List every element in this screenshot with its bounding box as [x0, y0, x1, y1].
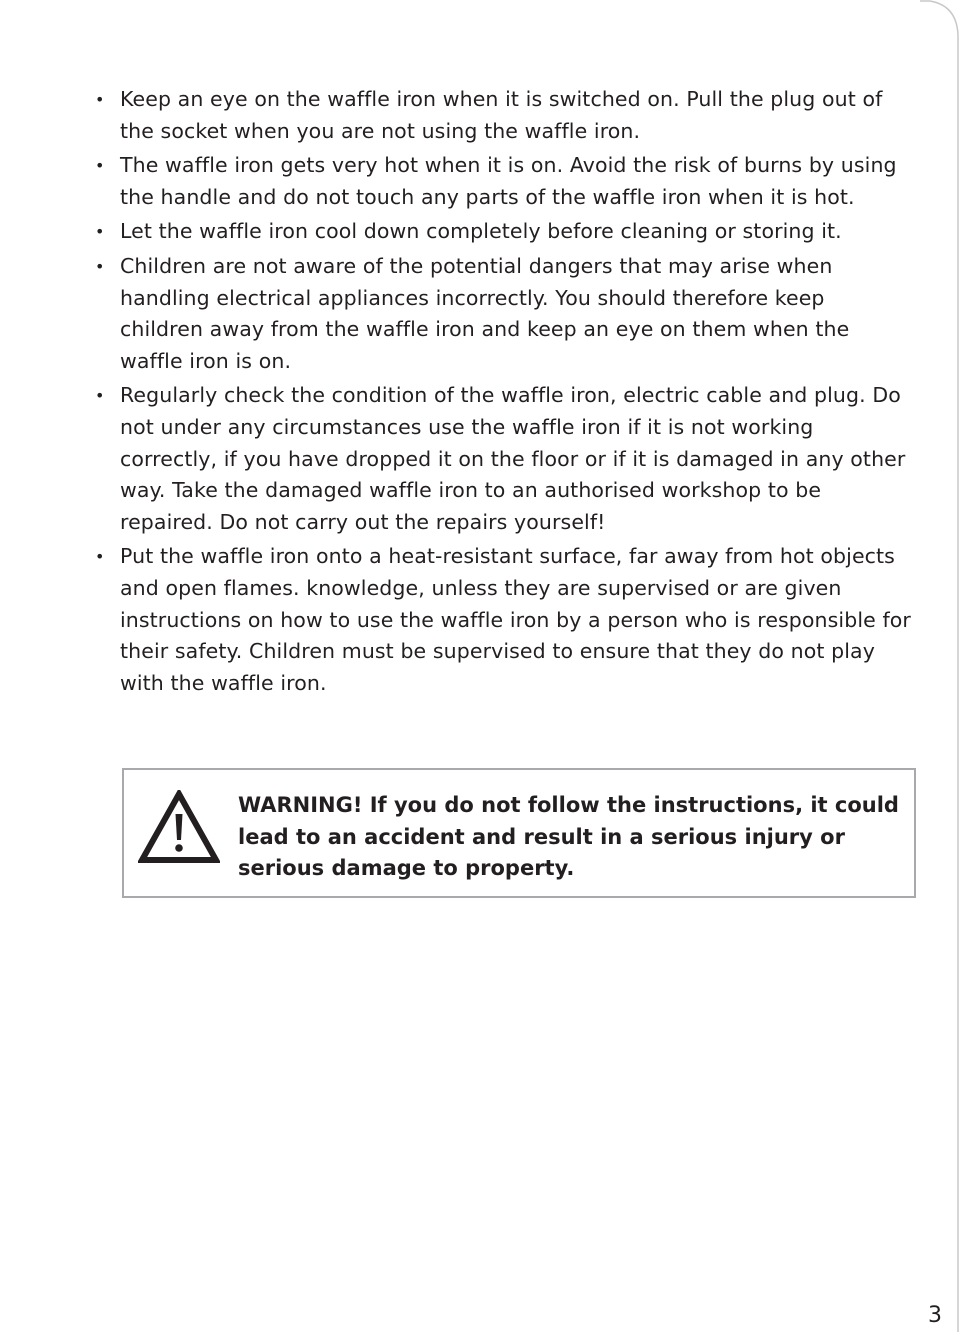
list-item — [92, 251, 912, 377]
list-item-text: The waffle iron gets very hot when it is on. Avoid the risk of burns by using the handle and do not touch any parts of the waffle iron when it is hot. — [120, 153, 897, 209]
safety-instructions-list — [92, 84, 912, 702]
list-item-text: Let the waffle iron cool down completely before cleaning or storing it. — [120, 219, 842, 244]
page-edge-curve — [920, 0, 960, 1332]
bullet-icon: • — [95, 222, 105, 242]
list-item — [92, 216, 912, 248]
bullet-icon: • — [95, 156, 105, 176]
list-item-text: Put the waffle iron onto a heat-resistant surface, far away from hot objects and open flames. knowledge, unless they are supervised or are given instructions on how to use the waffle iron by a person who is responsible for their safety. Children must be supervised to ensure that they do not play with the waffle iron. — [120, 544, 911, 695]
bullet-icon: • — [95, 386, 105, 406]
list-item — [92, 84, 912, 147]
warning-box — [122, 768, 916, 898]
page-number: 3 — [928, 1303, 942, 1328]
list-item — [92, 150, 912, 213]
warning-text: WARNING! If you do not follow the instructions, it could lead to an accident and result in a serious injury or serious damage to property. — [238, 793, 899, 881]
bullet-icon: • — [95, 90, 105, 109]
warning-triangle-icon — [138, 790, 220, 864]
list-item-text: Regularly check the condition of the waffle iron, electric cable and plug. Do not under any circumstances use the waffle iron if it is not working correctly, if you have dropped it on the floor or if it is damaged in any other way. Take the damaged waffle iron to an authorised workshop to be repaired. Do not carry out the repairs yourself! — [120, 383, 906, 534]
list-item — [92, 380, 912, 538]
list-item — [92, 541, 912, 699]
list-item-text: Children are not aware of the potential dangers that may arise when handling electrical appliances incorrectly. You should therefore keep children away from the waffle iron and keep an eye on them when the waffle iron is on. — [120, 253, 850, 373]
list-item-text: Keep an eye on the waffle iron when it is switched on. Pull the plug out of the socket when you are not using the waffle iron. — [120, 87, 883, 143]
bullet-icon: • — [95, 547, 105, 567]
bullet-icon: • — [95, 256, 105, 276]
